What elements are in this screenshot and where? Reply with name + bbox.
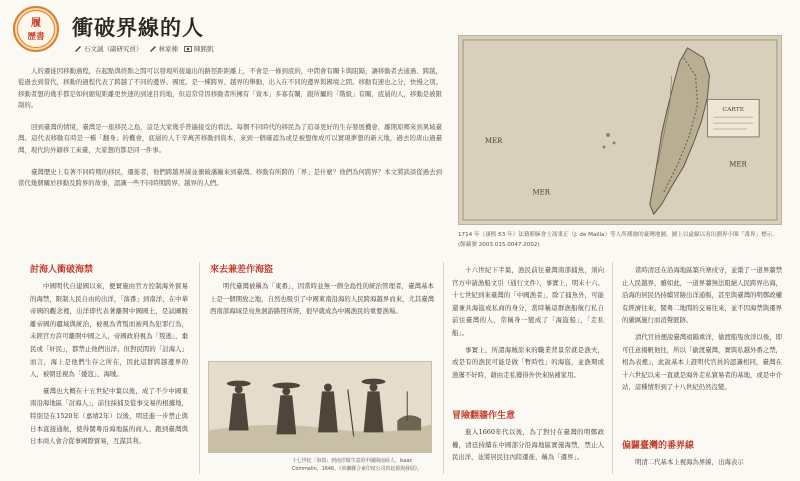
body-paragraph: 十六世紀下半葉，漁民前往臺灣南部捕魚，須向官方申請漁船文引（通行文件），事實上，明末十六、十七世紀到來臺灣的「中國漁者」，除了捕魚外，可能還兼具海盜或私商的身分，當時稱這群漁船航行私自前往臺灣的人，常稱身一變成了「海盜船」，「走私船」。 [452,266,604,337]
engraving-caption: 十七世紀「海盜」到南洋做生意的中國閩南商人。Isaac Commelin，1646。《荷蘭聯合東印度公司的起源與發展》。 [292,458,423,472]
body-paragraph: 臺灣也大概在十五世紀中葉以後，成了不少中國東南沿海地區「討海人」，前往採捕及從事交易的根據地，特別是在1520年（嘉靖2年）以後，明廷進一步禁止與日本直接通航，使得閩粵沿海地區的商人、跑到臺灣與日本商人會合從事國際貿易，互謀其利。 [30,386,188,446]
camera-icon [184,45,192,52]
intro-text [18,66,442,201]
badge-top-text: 履 [31,18,41,29]
map-illustration [459,36,781,224]
column-3-continued [452,426,604,468]
badge-emblem [13,4,59,54]
column-3 [452,264,604,385]
badge-bottom-text: 歷書 [27,32,45,42]
author-1-name: 石文誠（副研究員） [84,45,143,53]
pen-icon [149,45,157,52]
taiwan-map-image [458,35,782,225]
section-heading: 來去兼差作海盜 [210,265,274,275]
pirate-engraving-image [208,361,432,453]
author-1 [74,44,143,53]
section-heading: 討海人衝破海禁 [30,265,94,275]
map-cartouche-text: CARTE [722,106,745,114]
author-2 [149,44,179,53]
body-paragraph: 明代臺灣被稱為「東番」，因當時並無一個全島性的統治管理者，臺灣基本上是一個開放之地，自然也吸引了中國東南沿海的人民跨海越界而來，尤其臺灣西南部海域是鳥魚洄游路徑所經，很早就成為中國漁民的重要漁場。 [210,282,434,316]
author-line [74,44,214,53]
intro-paragraph: 回到臺灣的情境，臺灣是一座移民之島，這是大家幾乎普遍接受的看法。每個不同時代的移民為了追尋更好的生存發展機會，離開原鄉來到異域臺灣。這代表移動有時是一種「翻身」的機會，底層的人千辛萬苦移動到資本，來到一個確認為或是被想像成可以實現夢想的新天地，過去的唐山過臺灣，現代的外籍移工來臺，大家想的都是同一件事。 [18,123,442,154]
body-paragraph: 明清二代基本上視海為界線，出海表示 [635,458,744,466]
column-divider [443,262,444,474]
intro-paragraph: 人的遷徙因移動過程，在起點與終點之間可以發現所接連出的路徑距距離上，不會是一條到底的，中間會有關卡與阻隔，讓移動者去通過、跨越，從過去到當代，移動的過程代表了跨越了不同的邊界、國度。是一種跨界、越界的舉動，出入在不同的邊界與國境之間。移動有速也之分，快慢之別。移動者想的幾乎都是如何縮短距離更快速的到達目的地，但這常常因移動者所擁有「資本」多寡有關，跟所屬的「階級」有關，底層的人，移動是被限制的。 [18,67,442,109]
engraving-illustration [209,362,431,452]
body-paragraph: 事實上，所謂海賊原來的職業背景常就是漁夫，或是有的漁民可能是做「暫時性」的海盜，並漁期或漁獲不好時，藉由走私獲得外快來貼補家用。 [452,345,604,379]
map-sea-label: MER [729,160,747,169]
column-badge [13,4,59,54]
pen-icon [74,45,82,52]
map-sea-label: MER [484,136,503,145]
column-2 [210,280,434,322]
article-title: 衝破界線的人 [72,15,204,40]
column-4-continued [622,456,782,473]
column-1 [30,280,188,452]
column-divider [199,262,200,474]
body-paragraph: 清代官員便說臺灣遠隔重洋，偷渡船隻放洋以後，即可任意揚帆他往，所以「偷渡臺灣，實與私越外番之禁，相為表裡」，此說基本上證明代官員的認識相同，臺灣在十六世紀以來一直就是海外走私貿易者的基地，或是中介站，這種情形到了十八世紀仍然沒變。 [622,332,782,392]
body-paragraph: 進入1660年代以後，為了對付在臺灣的明鄭政權，清廷持續在中國部分沿海地區實施海禁，禁止人民出洋，並將居民往內陸遷徙，稱為「遷界」。 [452,428,604,462]
map-sea-label: MER [532,188,550,197]
map-caption: 1714 年（康熙 53 年）法籍耶穌會士馮秉正（J. de Mailla）等人所測繪的臺灣地圖，圖上以虛線以看出劃界小圈「番界」標示。(館藏號 2003.015.0047.2002) [458,232,778,248]
body-paragraph: 當時清廷在沿海地區築兵寨戍守，並築了一道界牆禁止人民越界，雖如此，一道界牆無法阻絕人民跨界出海，沿海的居民仍持續冒險出洋通販，甚至與臺灣的明鄭政權有經濟往來，閩粵二地間的交易往來，並不因海禁與遷界的嚴厲施行而消聲匿跡。 [622,266,782,325]
column-divider [612,262,613,474]
author-3 [184,44,214,53]
section-heading: 偏闢臺灣的番界線 [622,441,695,451]
author-3-name: 陳銘凱 [194,45,214,53]
author-2-name: 林家棟 [158,45,178,53]
intro-paragraph: 臺灣歷史上有著不同時期的移民，遷徙者，他們跨越界線並衝破藩籬來到臺灣。移動有所跨的「界」是什麼？他們為何跨界？本文將談談從過去到當代幾個關於移動及跨界的故事，認識一些不同時期跨界、越界的人們。 [18,168,442,188]
column-4 [622,264,782,398]
body-paragraph: 中國明代自建國以來，便實施由官方控制海外貿易的海禁，限制人民自由的出洋，「落番」到南洋，在中華帝國的觀念裡，出洋即代表著離開中國國土，是試圖脫離帝國的疆域與統治，被視為背叛而被判為犯罪行為，未經官方許可離開中國之人，帝國政府視為「叛逃」，棄民或「奸民」，都禁止他們出洋，但對民間的「討海人」而言，海上是他們生存之所在，因此這群跨越邊界的人，被朝廷視為「倭寇」、海賊。 [30,282,188,379]
section-heading: 冒險翻牆作生意 [452,411,516,421]
